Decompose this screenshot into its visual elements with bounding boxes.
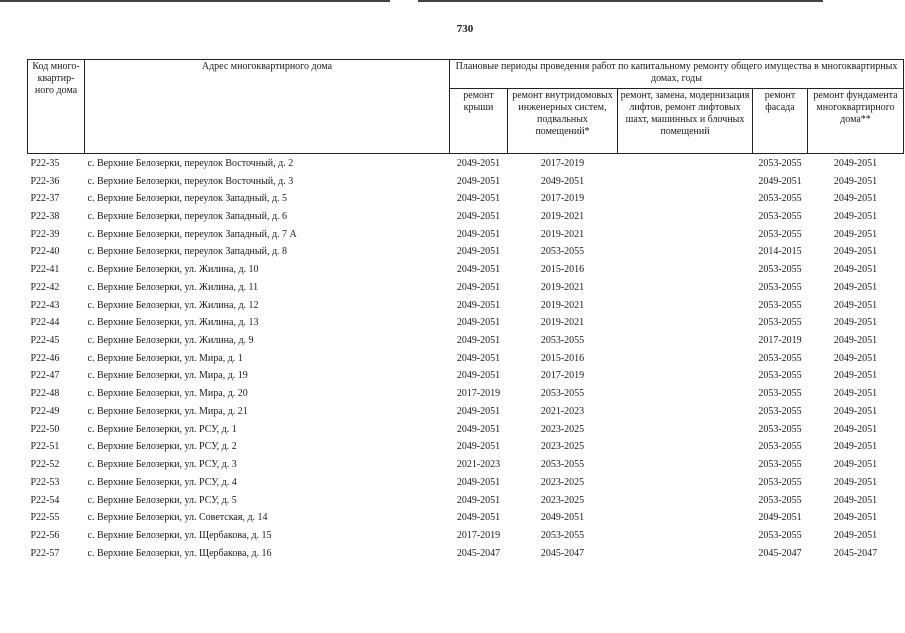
cell-elevators (618, 545, 753, 563)
page-number: 730 (456, 23, 474, 35)
cell-code: Р22-53 (30, 476, 60, 488)
cell-facade: 2053-2055 (758, 264, 802, 276)
cell-address: с. Верхние Белозерки, ул. Жилина, д. 13 (87, 317, 259, 329)
table-row (28, 421, 904, 439)
cell-elevators (618, 226, 753, 244)
cell-elevators (618, 297, 753, 315)
cell-internal-systems: 2023-2025 (540, 494, 585, 506)
cell-foundation: 2049-2051 (833, 494, 878, 506)
table-row (28, 173, 904, 191)
cell-foundation: 2049-2051 (833, 317, 878, 329)
cell-internal-systems: 2053-2055 (540, 388, 585, 400)
table-row (28, 279, 904, 297)
cell-address: с. Верхние Белозерки, ул. РСУ, д. 2 (87, 441, 237, 453)
header-internal-systems: ремонт внутридомовых инженерных систем, подвальных помещений* (508, 89, 618, 154)
cell-roof: 2049-2051 (456, 264, 501, 276)
cell-address: с. Верхние Белозерки, переулок Западный, д. 8 (87, 246, 288, 258)
cell-facade: 2017-2019 (758, 335, 802, 347)
cell-roof: 2049-2051 (456, 281, 501, 293)
cell-address: с. Верхние Белозерки, ул. РСУ, д. 3 (87, 459, 237, 471)
table-row (28, 226, 904, 244)
cell-roof: 2021-2023 (456, 459, 501, 471)
cell-foundation: 2049-2051 (833, 281, 878, 293)
cell-elevators (618, 350, 753, 368)
cell-internal-systems: 2019-2021 (540, 211, 585, 223)
cell-code: Р22-45 (30, 335, 60, 347)
table-row (28, 439, 904, 457)
cell-internal-systems: 2017-2019 (540, 370, 585, 382)
cell-code: Р22-42 (30, 281, 60, 293)
cell-roof: 2049-2051 (456, 228, 501, 240)
cell-code: Р22-39 (30, 228, 60, 240)
cell-facade: 2053-2055 (758, 157, 802, 169)
cell-elevators (618, 173, 753, 191)
cell-address: с. Верхние Белозерки, ул. Советская, д. 14 (87, 512, 268, 524)
cell-roof: 2049-2051 (456, 211, 501, 223)
cell-address: с. Верхние Белозерки, ул. Мира, д. 1 (87, 352, 243, 364)
cell-elevators (618, 368, 753, 386)
cell-elevators (618, 190, 753, 208)
cell-facade: 2053-2055 (758, 228, 802, 240)
cell-internal-systems: 2049-2051 (540, 512, 585, 524)
table-row (28, 545, 904, 563)
header-code: Код много-квартир-ного дома (28, 60, 85, 154)
header-roof: ремонт крыши (450, 89, 508, 154)
cell-code: Р22-41 (30, 264, 60, 276)
cell-facade: 2053-2055 (758, 423, 802, 435)
cell-roof: 2049-2051 (456, 405, 501, 417)
cell-elevators (618, 456, 753, 474)
cell-internal-systems: 2019-2021 (540, 228, 585, 240)
cell-foundation: 2049-2051 (833, 264, 878, 276)
cell-code: Р22-35 (30, 157, 60, 169)
cell-elevators (618, 332, 753, 350)
cell-foundation: 2049-2051 (833, 352, 878, 364)
cell-elevators (618, 314, 753, 332)
cell-facade: 2049-2051 (758, 175, 802, 187)
cell-foundation: 2049-2051 (833, 512, 878, 524)
cell-roof: 2049-2051 (456, 317, 501, 329)
cell-foundation: 2049-2051 (833, 335, 878, 347)
cell-address: с. Верхние Белозерки, ул. Жилина, д. 12 (87, 299, 259, 311)
cell-code: Р22-44 (30, 317, 60, 329)
table-row (28, 350, 904, 368)
cell-internal-systems: 2019-2021 (540, 317, 585, 329)
cell-roof: 2049-2051 (456, 299, 501, 311)
cell-foundation: 2049-2051 (833, 193, 878, 205)
cell-facade: 2053-2055 (758, 388, 802, 400)
table-row (28, 154, 904, 173)
cell-elevators (618, 474, 753, 492)
table-row (28, 474, 904, 492)
cell-address: с. Верхние Белозерки, ул. РСУ, д. 1 (87, 423, 237, 435)
cell-address: с. Верхние Белозерки, ул. РСУ, д. 5 (87, 494, 237, 506)
cell-roof: 2045-2047 (456, 547, 501, 559)
cell-address: с. Верхние Белозерки, ул. Щербакова, д. 15 (87, 529, 272, 541)
cell-foundation: 2049-2051 (833, 405, 878, 417)
cell-address: с. Верхние Белозерки, ул. Мира, д. 19 (87, 370, 248, 382)
cell-internal-systems: 2021-2023 (540, 405, 585, 417)
cell-foundation: 2049-2051 (833, 423, 878, 435)
cell-code: Р22-56 (30, 529, 60, 541)
cell-address: с. Верхние Белозерки, переулок Западный, д. 5 (87, 193, 288, 205)
cell-internal-systems: 2053-2055 (540, 246, 585, 258)
cell-roof: 2049-2051 (456, 246, 501, 258)
header-foundation: ремонт фундамента многоквартирного дома** (808, 89, 904, 154)
cell-code: Р22-50 (30, 423, 60, 435)
header-elevators: ремонт, замена, модернизация лифтов, ремонт лифтовых шахт, машинных и блочных помещений (618, 89, 753, 154)
cell-elevators (618, 421, 753, 439)
cell-address: с. Верхние Белозерки, переулок Западный, д. 6 (87, 211, 288, 223)
cell-address: с. Верхние Белозерки, ул. Мира, д. 21 (87, 405, 248, 417)
cell-facade: 2053-2055 (758, 476, 802, 488)
cell-code: Р22-43 (30, 299, 60, 311)
cell-foundation: 2049-2051 (833, 529, 878, 541)
cell-foundation: 2049-2051 (833, 370, 878, 382)
cell-roof: 2049-2051 (456, 494, 501, 506)
cell-elevators (618, 244, 753, 262)
cell-roof: 2017-2019 (456, 388, 501, 400)
cell-address: с. Верхние Белозерки, ул. РСУ, д. 4 (87, 476, 237, 488)
table-row (28, 527, 904, 545)
table-body (28, 154, 904, 563)
cell-facade: 2053-2055 (758, 441, 802, 453)
cell-address: с. Верхние Белозерки, ул. Жилина, д. 11 (87, 281, 259, 293)
top-rule-right (418, 0, 823, 2)
cell-internal-systems: 2019-2021 (540, 281, 585, 293)
cell-code: Р22-37 (30, 193, 60, 205)
cell-code: Р22-51 (30, 441, 60, 453)
cell-foundation: 2049-2051 (833, 175, 878, 187)
cell-foundation: 2049-2051 (833, 228, 878, 240)
cell-facade: 2053-2055 (758, 529, 802, 541)
cell-facade: 2014-2015 (758, 246, 802, 258)
cell-facade: 2049-2051 (758, 512, 802, 524)
cell-elevators (618, 261, 753, 279)
cell-elevators (618, 492, 753, 510)
cell-facade: 2045-2047 (758, 547, 802, 559)
table-row (28, 332, 904, 350)
cell-roof: 2049-2051 (456, 370, 501, 382)
cell-internal-systems: 2017-2019 (540, 193, 585, 205)
cell-elevators (618, 439, 753, 457)
cell-address: с. Верхние Белозерки, переулок Восточный, д. 2 (87, 157, 294, 169)
cell-roof: 2049-2051 (456, 476, 501, 488)
cell-internal-systems: 2045-2047 (540, 547, 585, 559)
table-row (28, 492, 904, 510)
cell-foundation: 2049-2051 (833, 476, 878, 488)
cell-code: Р22-38 (30, 211, 60, 223)
cell-roof: 2049-2051 (456, 441, 501, 453)
cell-elevators (618, 385, 753, 403)
cell-elevators (618, 279, 753, 297)
cell-address: с. Верхние Белозерки, переулок Восточный, д. 3 (87, 175, 294, 187)
cell-roof: 2049-2051 (456, 335, 501, 347)
header-planned-periods: Плановые периоды проведения работ по капитальному ремонту общего имущества в многоквартирных домах, годы (450, 60, 904, 89)
cell-address: с. Верхние Белозерки, переулок Западный, д. 7 А (87, 228, 297, 240)
top-rule-left (0, 0, 390, 2)
table-row (28, 403, 904, 421)
cell-code: Р22-40 (30, 246, 60, 258)
table-row (28, 314, 904, 332)
cell-roof: 2049-2051 (456, 352, 501, 364)
repair-schedule-table (27, 59, 904, 563)
cell-code: Р22-36 (30, 175, 60, 187)
cell-internal-systems: 2015-2016 (540, 264, 585, 276)
header-address: Адрес многоквартирного дома (85, 60, 450, 154)
table-row (28, 261, 904, 279)
cell-code: Р22-54 (30, 494, 60, 506)
cell-facade: 2053-2055 (758, 193, 802, 205)
cell-internal-systems: 2049-2051 (540, 175, 585, 187)
cell-facade: 2053-2055 (758, 405, 802, 417)
cell-foundation: 2049-2051 (833, 299, 878, 311)
cell-facade: 2053-2055 (758, 370, 802, 382)
cell-roof: 2049-2051 (456, 175, 501, 187)
cell-foundation: 2049-2051 (833, 211, 878, 223)
cell-internal-systems: 2053-2055 (540, 459, 585, 471)
cell-code: Р22-52 (30, 459, 60, 471)
cell-elevators (618, 154, 753, 173)
header-facade: ремонт фасада (753, 89, 808, 154)
cell-roof: 2049-2051 (456, 512, 501, 524)
cell-foundation: 2049-2051 (833, 157, 878, 169)
cell-internal-systems: 2023-2025 (540, 476, 585, 488)
cell-elevators (618, 509, 753, 527)
cell-code: Р22-48 (30, 388, 60, 400)
table-row (28, 190, 904, 208)
cell-facade: 2053-2055 (758, 317, 802, 329)
cell-internal-systems: 2017-2019 (540, 157, 585, 169)
cell-code: Р22-46 (30, 352, 60, 364)
cell-facade: 2053-2055 (758, 281, 802, 293)
cell-foundation: 2049-2051 (833, 441, 878, 453)
cell-facade: 2053-2055 (758, 494, 802, 506)
cell-address: с. Верхние Белозерки, ул. Мира, д. 20 (87, 388, 248, 400)
table-row (28, 368, 904, 386)
cell-facade: 2053-2055 (758, 352, 802, 364)
table-row (28, 297, 904, 315)
cell-facade: 2053-2055 (758, 299, 802, 311)
cell-internal-systems: 2053-2055 (540, 335, 585, 347)
cell-foundation: 2045-2047 (833, 547, 878, 559)
cell-code: Р22-55 (30, 512, 60, 524)
cell-roof: 2049-2051 (456, 157, 501, 169)
cell-roof: 2049-2051 (456, 423, 501, 435)
cell-facade: 2053-2055 (758, 459, 802, 471)
cell-foundation: 2049-2051 (833, 459, 878, 471)
table-row (28, 385, 904, 403)
cell-elevators (618, 527, 753, 545)
cell-foundation: 2049-2051 (833, 388, 878, 400)
cell-roof: 2049-2051 (456, 193, 501, 205)
cell-internal-systems: 2053-2055 (540, 529, 585, 541)
cell-internal-systems: 2015-2016 (540, 352, 585, 364)
cell-elevators (618, 403, 753, 421)
table-row (28, 208, 904, 226)
cell-internal-systems: 2019-2021 (540, 299, 585, 311)
table-row (28, 509, 904, 527)
cell-elevators (618, 208, 753, 226)
cell-code: Р22-47 (30, 370, 60, 382)
cell-facade: 2053-2055 (758, 211, 802, 223)
cell-code: Р22-49 (30, 405, 60, 417)
cell-internal-systems: 2023-2025 (540, 441, 585, 453)
cell-address: с. Верхние Белозерки, ул. Щербакова, д. 16 (87, 547, 272, 559)
cell-address: с. Верхние Белозерки, ул. Жилина, д. 10 (87, 264, 259, 276)
table-row (28, 456, 904, 474)
cell-address: с. Верхние Белозерки, ул. Жилина, д. 9 (87, 335, 254, 347)
cell-internal-systems: 2023-2025 (540, 423, 585, 435)
table-row (28, 244, 904, 262)
cell-roof: 2017-2019 (456, 529, 501, 541)
cell-foundation: 2049-2051 (833, 246, 878, 258)
cell-code: Р22-57 (30, 547, 60, 559)
